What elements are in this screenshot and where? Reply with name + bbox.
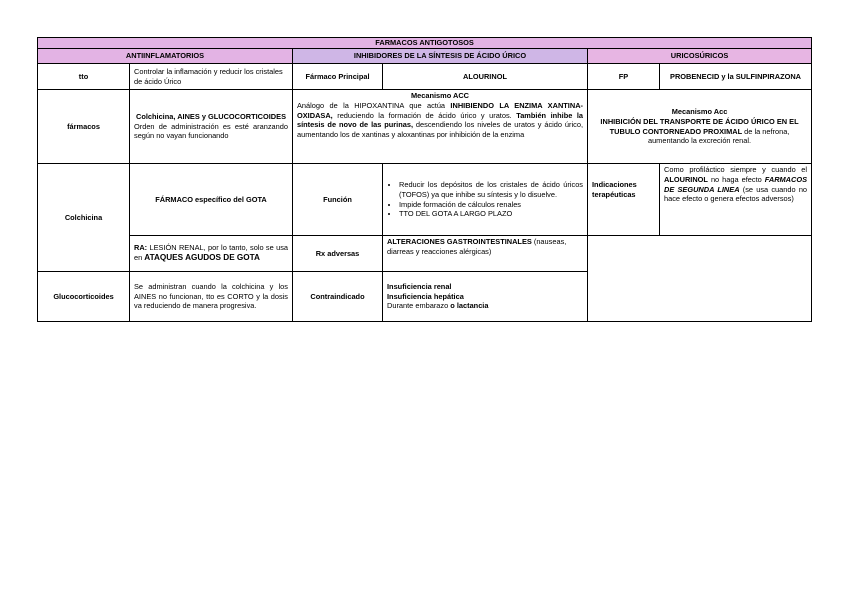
glucocorticoides-description: Se administran cuando la colchicina y los AINES no funcionan, tto es CORTO y la dosis va reduciendo de manera progresiva.	[130, 272, 293, 322]
mecanismo-text: reduciendo la formación de ácido úrico y uratos.	[332, 110, 517, 120]
table-title: FARMACOS ANTIGOTOSOS	[38, 38, 812, 49]
indicaciones-bold: FARMACOS DE SEGUNDA LINEA	[664, 174, 808, 194]
contraindicado-item	[387, 301, 583, 311]
mecanismo-bold: INHIBIENDO LA ENZIMA XANTINA-OXIDASA,	[297, 100, 583, 120]
mecanismo-title: Mecanismo ACC	[410, 91, 470, 100]
drugs-list: Colchicina, AINES y GLUCOCORTICOIDES	[135, 111, 287, 121]
rx-adversas-cell	[383, 236, 588, 272]
list-item: • Impide formación de cálculos renales	[399, 200, 583, 210]
rx-text: LESIÓN RENAL, por lo tanto, solo se usa en	[134, 243, 288, 262]
contraindicado-text: Durante embarazo	[387, 301, 451, 311]
rx-bold: RA:	[134, 243, 148, 253]
adversas-text: (nauseas, diarreas y reacciones alérgicas)	[387, 237, 567, 256]
contraindicado-label: Contraindicado	[293, 272, 383, 322]
row-label-glucocorticoides: Glucocorticoides	[38, 272, 130, 322]
indicaciones-cell	[660, 164, 812, 236]
contraindicado-item: Insuficiencia hepática	[387, 291, 464, 301]
row-label-colchicina: Colchicina	[38, 164, 130, 272]
farmacos-cell	[130, 90, 293, 164]
indicaciones-text: (se usa cuando no hace efecto o genera efectos adversos)	[664, 184, 808, 204]
indicaciones-text: Como profiláctico siempre y cuando el	[664, 165, 808, 174]
mecanismo-inhibidores	[293, 90, 588, 164]
list-item: • TTO DEL GOTA A LARGO PLAZO	[399, 209, 583, 219]
administration-order: Orden de administración es esté aranzando según no vayan funcionando	[134, 121, 288, 141]
colchicina-description: FÁRMACO específico del GOTA	[130, 164, 293, 236]
farmaco-principal-value: ALOURINOL	[383, 64, 588, 90]
antigotosos-table	[37, 37, 812, 322]
funcion-label: Función	[293, 164, 383, 236]
list-item: • Reducir los depósitos de los cristales de ácido úricos (TOFOS) ya que inhibe su síntesis y lo disuelve.	[399, 180, 583, 200]
header-antiinflamatorios: ANTIINFLAMATORIOS	[38, 49, 293, 64]
uric-mecanismo-bold: INHIBICIÓN DEL TRANSPORTE DE ÁCIDO ÚRICO EN EL TUBULO CONTORNEADO PROXIMAL	[600, 116, 799, 136]
adversas-bold: ALTERACIONES GASTROINTESTINALES	[387, 237, 532, 246]
fp-label: FP	[588, 64, 660, 90]
mecanismo-text: Análogo de la HIPOXANTINA que actúa	[297, 100, 451, 110]
header-uricosuricos: URICOSÚRICOS	[588, 49, 812, 64]
rx-bold: ATAQUES AGUDOS DE GOTA	[144, 252, 260, 262]
contraindicado-item: Insuficiencia renal	[387, 281, 452, 291]
rx-adversas-label: Rx adversas	[293, 236, 383, 272]
row-label-farmacos: fármacos	[38, 90, 130, 164]
funcion-cell	[383, 164, 588, 236]
uric-mecanismo-text: de la nefrona, aumentando la excreción renal.	[647, 126, 790, 146]
mecanismo-text: descendiendo los niveles de uratos y ácido úrico, aumentando los de xantinas y aloxantinas por inhibición de la enzima	[297, 120, 583, 140]
reacciones-adversas-colchicina	[130, 236, 293, 272]
tto-description: Controlar la inflamación y reducir los cristales de ácido Úrico	[130, 64, 293, 90]
contraindicado-cell	[383, 272, 588, 322]
mecanismo-uricosuricos	[588, 90, 812, 164]
farmaco-principal-label: Fármaco Principal	[293, 64, 383, 90]
funcion-list	[387, 180, 583, 219]
mecanismo-bold: También inhibe la síntesis de novo de las purinas,	[297, 110, 584, 130]
indicaciones-text: no haga efecto	[707, 174, 765, 184]
fp-value: PROBENECID y la SULFINPIRAZONA	[660, 64, 812, 90]
empty-cell	[588, 236, 812, 322]
indicaciones-label: Indicaciones terapéuticas	[588, 164, 660, 236]
header-inhibidores: INHIBIDORES DE LA SÍNTESIS DE ÁCIDO ÚRICO	[293, 49, 588, 64]
indicaciones-bold: ALOURINOL	[664, 174, 708, 184]
contraindicado-bold: o lactancia	[450, 301, 489, 311]
uric-mecanismo-title: Mecanismo Acc	[671, 106, 728, 116]
row-label-tto: tto	[38, 64, 130, 90]
